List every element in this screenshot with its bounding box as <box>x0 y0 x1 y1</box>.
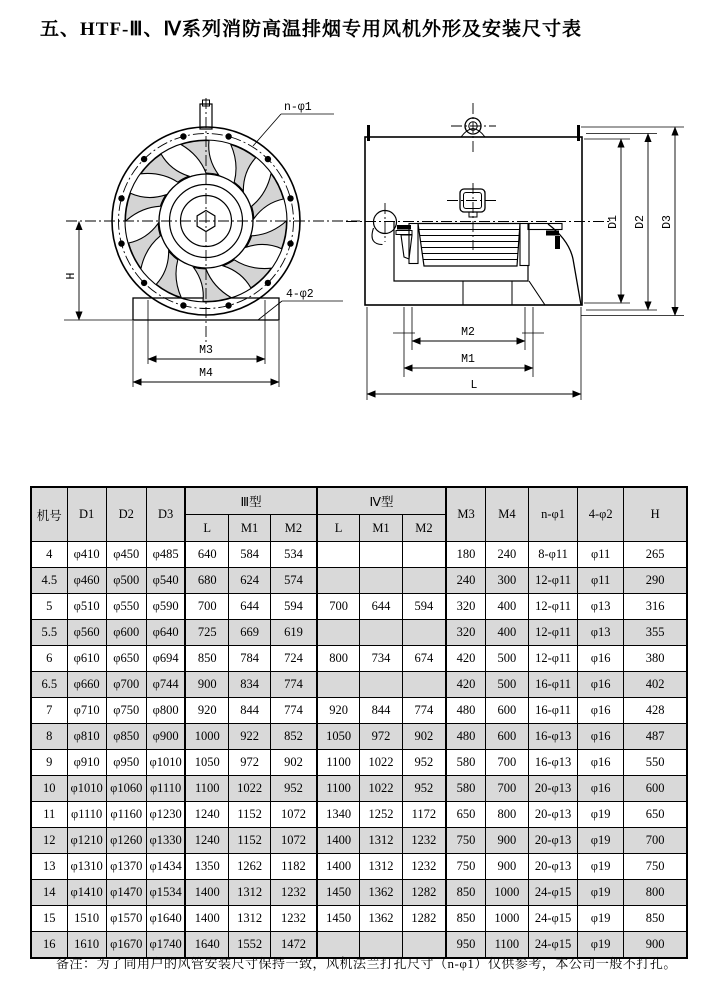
header-n-phi1: n-φ1 <box>528 487 577 542</box>
table-cell: 1312 <box>360 828 402 854</box>
table-cell: 580 <box>446 776 485 802</box>
table-cell: 480 <box>446 698 485 724</box>
fan-body <box>365 137 582 305</box>
table-cell: 800 <box>485 802 528 828</box>
table-cell: 850 <box>446 880 485 906</box>
table-cell: φ1010 <box>67 776 106 802</box>
table-cell: φ11 <box>578 568 624 594</box>
table-cell: φ450 <box>106 542 146 568</box>
table-cell: φ19 <box>578 880 624 906</box>
table-cell: 500 <box>485 646 528 672</box>
table-cell: 750 <box>446 854 485 880</box>
table-cell: 400 <box>485 620 528 646</box>
table-cell: φ19 <box>578 802 624 828</box>
table-row <box>31 594 687 620</box>
table-cell: 1400 <box>185 880 228 906</box>
table-cell: 852 <box>271 724 317 750</box>
table-cell: 290 <box>624 568 687 594</box>
table-header <box>31 487 687 542</box>
table-cell: 1152 <box>229 802 271 828</box>
table-cell: 12-φ11 <box>528 620 577 646</box>
header-m3: M3 <box>446 487 485 542</box>
table-cell: 6.5 <box>31 672 67 698</box>
table-cell: 920 <box>317 698 360 724</box>
table-cell: 1100 <box>317 750 360 776</box>
dim-label-m1: M1 <box>461 353 475 366</box>
header-m4: M4 <box>485 487 528 542</box>
table-cell <box>360 620 402 646</box>
table-cell: φ1110 <box>146 776 185 802</box>
header-machine-no: 机号 <box>31 487 67 542</box>
table-cell: 600 <box>624 776 687 802</box>
table-cell: 902 <box>271 750 317 776</box>
table-cell: 1362 <box>360 880 402 906</box>
table-cell: 774 <box>402 698 446 724</box>
table-cell <box>317 568 360 594</box>
table-cell: 1072 <box>271 802 317 828</box>
table-cell: φ16 <box>578 724 624 750</box>
dim-label-d1: D1 <box>607 215 620 229</box>
table-cell: 650 <box>624 802 687 828</box>
table-cell: 1282 <box>402 906 446 932</box>
table-cell: 850 <box>624 906 687 932</box>
page-title: 五、HTF-Ⅲ、Ⅳ系列消防高温排烟专用风机外形及安装尺寸表 <box>40 19 583 40</box>
table-cell: 428 <box>624 698 687 724</box>
table-cell: 580 <box>446 750 485 776</box>
table-cell: 1400 <box>185 906 228 932</box>
dim-label-h: H <box>65 272 78 280</box>
table-cell: 5.5 <box>31 620 67 646</box>
table-cell: 13 <box>31 854 67 880</box>
table-cell: 972 <box>229 750 271 776</box>
inner-casing <box>394 222 528 281</box>
table-cell: φ16 <box>578 776 624 802</box>
dim-label-d2: D2 <box>634 215 647 229</box>
table-cell: 12-φ11 <box>528 646 577 672</box>
header-type3-l: L <box>185 515 228 542</box>
table-cell: 1232 <box>271 880 317 906</box>
table-cell: 300 <box>485 568 528 594</box>
header-group-type3: Ⅲ型 <box>185 487 316 515</box>
table-cell: 320 <box>446 594 485 620</box>
table-cell: φ560 <box>67 620 106 646</box>
table-cell: 1282 <box>402 880 446 906</box>
table-cell: 1152 <box>229 828 271 854</box>
table-cell: φ700 <box>106 672 146 698</box>
table-cell: 644 <box>229 594 271 620</box>
dim-label-d3: D3 <box>661 215 674 229</box>
table-cell: 265 <box>624 542 687 568</box>
table-cell: φ1534 <box>146 880 185 906</box>
table-row <box>31 724 687 750</box>
table-cell: 1000 <box>485 880 528 906</box>
table-cell: 16-φ11 <box>528 698 577 724</box>
table-cell: φ11 <box>578 542 624 568</box>
table-row <box>31 776 687 802</box>
dim-label-m4: M4 <box>199 367 213 380</box>
table-cell: φ1010 <box>146 750 185 776</box>
dim-label-m2: M2 <box>461 326 475 339</box>
table-cell: 1100 <box>185 776 228 802</box>
table-cell: 952 <box>271 776 317 802</box>
table-cell: φ1740 <box>146 932 185 959</box>
table-cell: 11 <box>31 802 67 828</box>
table-cell: 800 <box>317 646 360 672</box>
table-cell: 724 <box>271 646 317 672</box>
table-cell: 950 <box>446 932 485 959</box>
table-cell: 1552 <box>229 932 271 959</box>
dimension-table-body <box>31 542 687 959</box>
table-cell: 700 <box>485 750 528 776</box>
table-cell: 355 <box>624 620 687 646</box>
table-cell: φ750 <box>106 698 146 724</box>
table-cell: 8 <box>31 724 67 750</box>
table-cell: φ19 <box>578 854 624 880</box>
table-cell <box>402 672 446 698</box>
callout-base-holes: 4-φ2 <box>286 288 314 301</box>
table-cell: 972 <box>360 724 402 750</box>
table-cell: 1450 <box>317 906 360 932</box>
motor <box>409 224 529 267</box>
table-cell: 1400 <box>317 828 360 854</box>
table-cell <box>360 568 402 594</box>
table-cell: 316 <box>624 594 687 620</box>
table-cell: 24-φ15 <box>528 932 577 959</box>
table-cell: 1232 <box>271 906 317 932</box>
table-cell: φ1260 <box>106 828 146 854</box>
table-row <box>31 906 687 932</box>
table-cell: φ550 <box>106 594 146 620</box>
table-cell <box>317 620 360 646</box>
table-cell: φ19 <box>578 932 624 959</box>
table-cell: φ1060 <box>106 776 146 802</box>
table-cell: 500 <box>485 672 528 698</box>
table-cell: 922 <box>229 724 271 750</box>
left-support <box>401 235 412 259</box>
table-cell: 420 <box>446 672 485 698</box>
table-cell: φ460 <box>67 568 106 594</box>
table-cell: 1400 <box>317 854 360 880</box>
table-cell: 1640 <box>185 932 228 959</box>
dimension-table <box>30 486 688 959</box>
table-cell: 1240 <box>185 828 228 854</box>
table-cell <box>317 542 360 568</box>
table-cell <box>360 672 402 698</box>
front-view-drawing <box>64 98 360 387</box>
table-cell: 584 <box>229 542 271 568</box>
table-cell: 650 <box>446 802 485 828</box>
header-type4-m2: M2 <box>402 515 446 542</box>
table-cell: φ510 <box>67 594 106 620</box>
table-cell: 16-φ13 <box>528 724 577 750</box>
table-cell: 4 <box>31 542 67 568</box>
table-cell: 8-φ11 <box>528 542 577 568</box>
table-cell: φ800 <box>146 698 185 724</box>
table-cell: 1072 <box>271 828 317 854</box>
table-row <box>31 854 687 880</box>
table-cell: 734 <box>360 646 402 672</box>
table-cell: φ1670 <box>106 932 146 959</box>
table-cell: 750 <box>624 854 687 880</box>
table-cell: φ500 <box>106 568 146 594</box>
table-cell: 1240 <box>185 802 228 828</box>
table-cell: φ16 <box>578 698 624 724</box>
table-cell: 380 <box>624 646 687 672</box>
table-cell: 5 <box>31 594 67 620</box>
table-cell: φ600 <box>106 620 146 646</box>
table-cell: 550 <box>624 750 687 776</box>
table-cell: 20-φ13 <box>528 776 577 802</box>
table-cell: 16 <box>31 932 67 959</box>
table-cell: 1362 <box>360 906 402 932</box>
header-type3-m2: M2 <box>271 515 317 542</box>
table-cell: 12-φ11 <box>528 594 577 620</box>
table-cell: φ1310 <box>67 854 106 880</box>
table-cell: φ1370 <box>106 854 146 880</box>
table-cell: 900 <box>624 932 687 959</box>
table-cell: 400 <box>485 594 528 620</box>
table-cell: 14 <box>31 880 67 906</box>
table-cell: φ19 <box>578 828 624 854</box>
dim-label-length: L <box>470 379 478 392</box>
table-cell: 1510 <box>67 906 106 932</box>
table-cell: 1472 <box>271 932 317 959</box>
table-cell: 1000 <box>485 906 528 932</box>
table-cell: 1350 <box>185 854 228 880</box>
table-cell: 669 <box>229 620 271 646</box>
table-cell: φ694 <box>146 646 185 672</box>
table-cell: 1022 <box>360 750 402 776</box>
table-cell: 1100 <box>485 932 528 959</box>
table-cell: φ590 <box>146 594 185 620</box>
table-cell: φ1410 <box>67 880 106 906</box>
table-cell: φ1160 <box>106 802 146 828</box>
table-cell: 534 <box>271 542 317 568</box>
table-cell <box>360 542 402 568</box>
side-view-drawing <box>346 103 684 400</box>
table-cell: φ710 <box>67 698 106 724</box>
table-cell: 24-φ15 <box>528 880 577 906</box>
table-cell: 1182 <box>271 854 317 880</box>
table-cell: 320 <box>446 620 485 646</box>
table-cell: 784 <box>229 646 271 672</box>
table-cell: 16-φ11 <box>528 672 577 698</box>
table-cell: 1312 <box>229 880 271 906</box>
table-cell: 10 <box>31 776 67 802</box>
table-cell: 16-φ13 <box>528 750 577 776</box>
table-cell: 180 <box>446 542 485 568</box>
table-row <box>31 568 687 594</box>
table-cell: 600 <box>485 698 528 724</box>
table-cell: 574 <box>271 568 317 594</box>
table-cell: φ410 <box>67 542 106 568</box>
table-cell: 850 <box>446 906 485 932</box>
header-d3: D3 <box>146 487 185 542</box>
table-cell: 1022 <box>229 776 271 802</box>
table-cell: φ1434 <box>146 854 185 880</box>
left-bearing-bracket <box>397 225 411 230</box>
table-cell: φ900 <box>146 724 185 750</box>
table-row <box>31 672 687 698</box>
table-cell: 1000 <box>185 724 228 750</box>
table-cell <box>402 620 446 646</box>
table-row <box>31 802 687 828</box>
table-row <box>31 542 687 568</box>
dim-label-m3: M3 <box>199 344 213 357</box>
table-cell: 12-φ11 <box>528 568 577 594</box>
table-cell: φ650 <box>106 646 146 672</box>
table-cell: 640 <box>185 542 228 568</box>
table-cell: 700 <box>624 828 687 854</box>
header-4-phi2: 4-φ2 <box>578 487 624 542</box>
table-cell: 700 <box>485 776 528 802</box>
table-cell: 902 <box>402 724 446 750</box>
table-cell: φ1640 <box>146 906 185 932</box>
table-cell: φ1330 <box>146 828 185 854</box>
table-cell: φ610 <box>67 646 106 672</box>
table-cell: 240 <box>485 542 528 568</box>
table-cell: 624 <box>229 568 271 594</box>
table-cell: 1100 <box>317 776 360 802</box>
table-cell: 774 <box>271 672 317 698</box>
table-cell: 9 <box>31 750 67 776</box>
header-h: H <box>624 487 687 542</box>
table-cell: 952 <box>402 776 446 802</box>
header-type4-l: L <box>317 515 360 542</box>
table-cell: 1312 <box>360 854 402 880</box>
table-cell: 774 <box>271 698 317 724</box>
table-cell <box>402 542 446 568</box>
table-cell: 844 <box>360 698 402 724</box>
table-cell: 1022 <box>360 776 402 802</box>
table-cell: 20-φ13 <box>528 828 577 854</box>
table-row <box>31 880 687 906</box>
table-cell: 1450 <box>317 880 360 906</box>
header-type4-m1: M1 <box>360 515 402 542</box>
table-cell: φ910 <box>67 750 106 776</box>
table-cell: 1262 <box>229 854 271 880</box>
header-type3-m1: M1 <box>229 515 271 542</box>
table-cell: φ16 <box>578 750 624 776</box>
table-cell: 900 <box>485 854 528 880</box>
header-d2: D2 <box>106 487 146 542</box>
table-cell: 1050 <box>185 750 228 776</box>
table-cell: 20-φ13 <box>528 854 577 880</box>
table-cell: 700 <box>317 594 360 620</box>
table-cell: 952 <box>402 750 446 776</box>
table-cell: 1232 <box>402 828 446 854</box>
table-cell: 900 <box>185 672 228 698</box>
table-cell: 402 <box>624 672 687 698</box>
fan-technical-drawings <box>0 0 718 470</box>
table-row <box>31 620 687 646</box>
table-cell: 24-φ15 <box>528 906 577 932</box>
table-row <box>31 750 687 776</box>
table-cell: 15 <box>31 906 67 932</box>
table-cell: φ810 <box>67 724 106 750</box>
table-cell: φ850 <box>106 724 146 750</box>
table-cell: 700 <box>185 594 228 620</box>
table-cell: 240 <box>446 568 485 594</box>
table-cell: 844 <box>229 698 271 724</box>
footnote: 备注：为了同用户的风管安装尺寸保持一致，风机法兰打孔尺寸（n-φ1）仅供参考，本公司一般不打孔。 <box>56 956 677 971</box>
table-cell: φ1210 <box>67 828 106 854</box>
callout-flange-holes: n-φ1 <box>284 101 312 114</box>
table-cell: φ950 <box>106 750 146 776</box>
table-cell: 480 <box>446 724 485 750</box>
table-cell: 487 <box>624 724 687 750</box>
table-cell: 680 <box>185 568 228 594</box>
table-cell: 1610 <box>67 932 106 959</box>
outlet-vane <box>548 224 581 305</box>
header-group-type4: Ⅳ型 <box>317 487 446 515</box>
table-cell: 1252 <box>360 802 402 828</box>
table-cell: 20-φ13 <box>528 802 577 828</box>
table-cell: 674 <box>402 646 446 672</box>
table-cell: 600 <box>485 724 528 750</box>
table-cell: 1172 <box>402 802 446 828</box>
table-cell: φ13 <box>578 594 624 620</box>
table-cell: 420 <box>446 646 485 672</box>
table-cell: 1312 <box>229 906 271 932</box>
header-d1: D1 <box>67 487 106 542</box>
table-row <box>31 828 687 854</box>
table-cell: φ744 <box>146 672 185 698</box>
table-cell: φ540 <box>146 568 185 594</box>
table-cell <box>317 672 360 698</box>
table-cell: φ16 <box>578 646 624 672</box>
table-cell: 850 <box>185 646 228 672</box>
table-cell: 6 <box>31 646 67 672</box>
table-cell: φ1570 <box>106 906 146 932</box>
table-cell: 1340 <box>317 802 360 828</box>
table-cell: φ660 <box>67 672 106 698</box>
table-cell: 619 <box>271 620 317 646</box>
table-cell: 594 <box>402 594 446 620</box>
table-cell: 1050 <box>317 724 360 750</box>
table-cell: 644 <box>360 594 402 620</box>
table-cell: 725 <box>185 620 228 646</box>
table-cell: 750 <box>446 828 485 854</box>
table-cell: 800 <box>624 880 687 906</box>
table-cell: 7 <box>31 698 67 724</box>
table-cell: φ485 <box>146 542 185 568</box>
table-cell: 920 <box>185 698 228 724</box>
table-cell: 594 <box>271 594 317 620</box>
table-cell: 834 <box>229 672 271 698</box>
table-row <box>31 646 687 672</box>
table-cell: φ640 <box>146 620 185 646</box>
table-cell: φ1230 <box>146 802 185 828</box>
table-cell: 12 <box>31 828 67 854</box>
table-cell <box>402 568 446 594</box>
table-cell: φ19 <box>578 906 624 932</box>
table-row <box>31 698 687 724</box>
table-cell: φ13 <box>578 620 624 646</box>
table-cell: φ16 <box>578 672 624 698</box>
table-cell: 4.5 <box>31 568 67 594</box>
table-cell: φ1470 <box>106 880 146 906</box>
table-cell: φ1110 <box>67 802 106 828</box>
table-cell: 1232 <box>402 854 446 880</box>
table-cell: 900 <box>485 828 528 854</box>
